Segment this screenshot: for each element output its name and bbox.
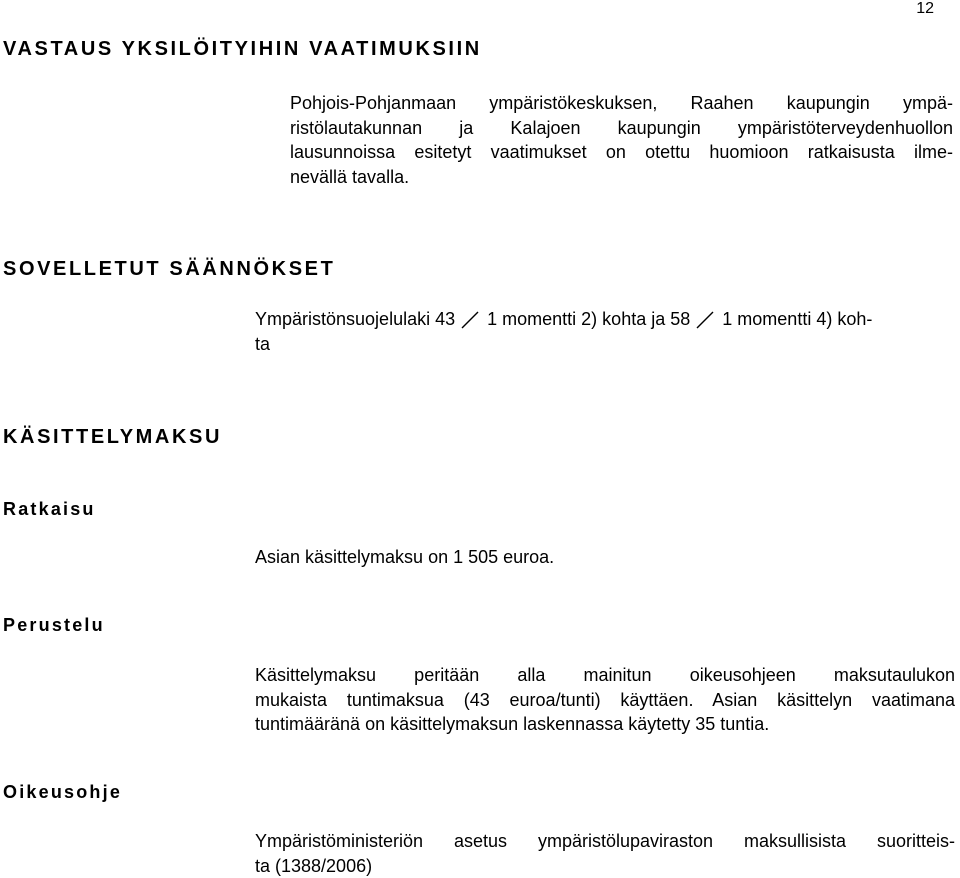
perustelu-line: mukaista tuntimaksua (43 euroa/tunti) käyttäen. Asian käsittelyn vaatimana xyxy=(255,689,955,710)
section-sign-icon xyxy=(460,308,482,330)
vastaus-line: lausunnoissa esitetyt vaatimukset on otettu huomioon ratkaisusta ilme- xyxy=(290,142,953,162)
section-heading-kasittelymaksu: KÄSITTELYMAKSU xyxy=(3,426,223,448)
sovelletut-line: ta xyxy=(255,333,271,354)
subheading-perustelu: Perustelu xyxy=(3,615,105,635)
sovelletut-paragraph xyxy=(255,307,955,356)
sovelletut-line xyxy=(255,307,955,332)
oikeusohje-line: Ympäristöministeriön asetus ympäristölupaviraston maksullisista suoritteis- xyxy=(255,831,955,851)
ratkaisu-line: Asian käsittelymaksu on 1 505 euroa. xyxy=(255,547,555,567)
perustelu-paragraph xyxy=(255,663,955,737)
section-sign-icon xyxy=(695,308,717,330)
ratkaisu-text xyxy=(255,545,955,570)
subheading-oikeusohje: Oikeusohje xyxy=(3,782,123,802)
law-reference-part: 1 momentti 2) kohta ja 58 xyxy=(487,309,691,329)
oikeusohje-paragraph xyxy=(255,829,955,878)
section-heading-vastaus: VASTAUS YKSILÖITYIHIN VAATIMUKSIIN xyxy=(3,38,482,60)
page-number: 12 xyxy=(916,0,934,17)
vastaus-line: nevällä tavalla. xyxy=(290,166,410,187)
law-reference-part: Ympäristönsuojelulaki 43 xyxy=(255,309,456,329)
oikeusohje-line: ta (1388/2006) xyxy=(255,855,373,876)
law-reference-part: 1 momentti 4) koh- xyxy=(722,309,873,329)
subheading-ratkaisu: Ratkaisu xyxy=(3,499,96,519)
perustelu-line: tuntimääränä on käsittelymaksun laskennassa käytetty 35 tuntia. xyxy=(255,714,770,734)
perustelu-line: Käsittelymaksu peritään alla mainitun oikeusohjeen maksutaulukon xyxy=(255,665,955,685)
vastaus-line: ristölautakunnan ja Kalajoen kaupungin ympäristöterveydenhuollon xyxy=(290,117,953,138)
vastaus-line: Pohjois-Pohjanmaan ympäristökeskuksen, Raahen kaupungin ympä- xyxy=(290,93,953,113)
vastaus-paragraph xyxy=(290,91,953,189)
section-heading-sovelletut: SOVELLETUT SÄÄNNÖKSET xyxy=(3,258,336,280)
